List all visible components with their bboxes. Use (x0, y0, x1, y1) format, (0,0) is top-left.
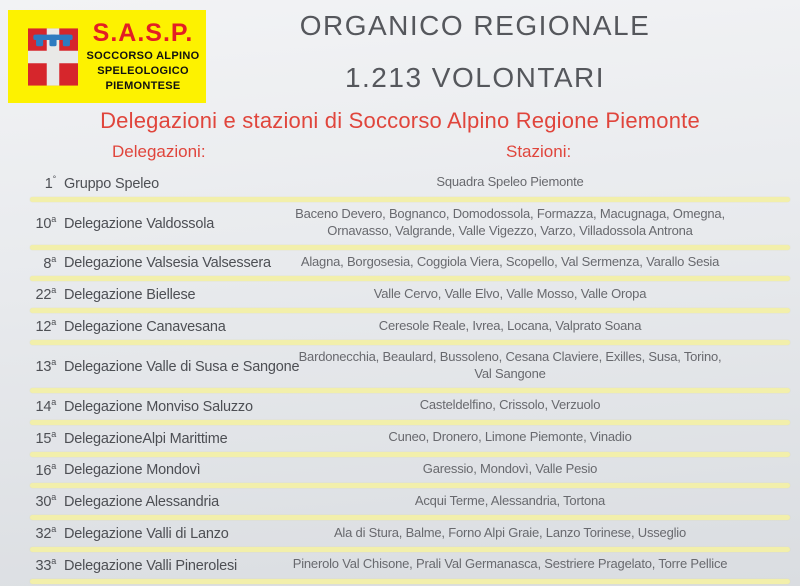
stations-list: Ala di Stura, Balme, Forno Alpi Graie, Lanzo Torinese, Usseglio (333, 524, 687, 540)
sasp-acronym: S.A.S.P. (92, 18, 194, 47)
slide-subtitle: Delegazioni e stazioni di Soccorso Alpino Regione Piemonte (100, 108, 700, 133)
delegation-ordinal: 30$^a$ (35, 492, 56, 511)
delegation-ordinal: 16$^a$ (35, 460, 56, 479)
delegation-name: Delegazione Valli di Lanzo (64, 526, 229, 543)
delegation-ordinal: 8$^a$ (43, 253, 56, 272)
ordinal-suffix: a (51, 357, 56, 368)
table-row (0, 202, 800, 245)
delegation-name: Delegazione Valsesia Valsessera (64, 255, 271, 272)
table-row (0, 552, 800, 579)
ordinal-suffix: a (51, 524, 56, 535)
heading-organico-regionale: ORGANICO REGIONALE (299, 10, 651, 41)
stations-list: Ceresole Reale, Ivrea, Locana, Valprato Soana (378, 317, 642, 333)
slide-headings (150, 12, 800, 116)
ordinal-suffix: ° (52, 174, 56, 184)
delegation-name: Gruppo Speleo (64, 175, 159, 192)
delegations-table (0, 170, 800, 584)
sasp-subtitle-line: SOCCORSO ALPINO (86, 49, 200, 62)
table-row (0, 281, 800, 308)
ordinal-suffix: a (51, 556, 56, 567)
table-row (0, 170, 800, 197)
ordinal-suffix: a (51, 460, 56, 471)
delegation-name: Delegazione Alessandria (64, 494, 220, 511)
stations-list: Acqui Terme, Alessandria, Tortona (414, 492, 606, 508)
delegation-ordinal: 13$^a$ (35, 357, 56, 375)
delegation-ordinal: 10$^a$ (35, 213, 56, 232)
ordinal-suffix: a (51, 285, 56, 296)
stations-list: Alagna, Borgosesia, Coggiola Viera, Scopello, Val Sermenza, Varallo Sesia (300, 254, 720, 270)
piedmont-crest-icon (28, 28, 78, 86)
heading-volontari-count: 1.213 VOLONTARI (344, 62, 606, 93)
table-row (0, 393, 800, 420)
ordinal-suffix: a (51, 213, 56, 224)
column-header-stazioni: Stazioni: (506, 142, 572, 161)
delegation-ordinal: 33$^a$ (35, 556, 56, 574)
stations-list: Cuneo, Dronero, Limone Piemonte, Vinadio (388, 429, 632, 445)
column-headers (0, 142, 800, 166)
delegation-name: Delegazione Valle di Susa e Sangone (64, 358, 300, 375)
delegation-name: Delegazione Canavesana (64, 319, 226, 336)
sasp-subtitle-line: SPELEOLOGICO (97, 64, 189, 77)
delegation-name: Delegazione Valli Pinerolesi (64, 557, 238, 574)
delegation-ordinal: 22$^a$ (35, 285, 56, 304)
sasp-subtitle-line: PIEMONTESE (105, 79, 181, 92)
stations-list: Baceno Devero, Bognanco, Domodossola, Formazza, Macugnaga, Omegna, Ornavasso, Valgrande, Valle Vigezzo, Varzo, Villadossola Antrona (295, 205, 725, 238)
ordinal-suffix: a (51, 317, 56, 328)
table-row (0, 425, 800, 452)
delegation-ordinal: 15$^a$ (35, 428, 56, 447)
stations-list: Garessio, Mondovì, Valle Pesio (422, 461, 598, 476)
delegation-name: Delegazione Biellese (64, 287, 196, 304)
stations-list: Valle Cervo, Valle Elvo, Valle Mosso, Valle Oropa (373, 285, 647, 301)
delegation-ordinal: 1° (44, 174, 56, 192)
stations-list: Casteldelfino, Crissolo, Verzuolo (419, 397, 601, 413)
delegation-name: DelegazioneAlpi Marittime (64, 430, 228, 447)
column-header-delegazioni: Delegazioni: (112, 142, 206, 161)
delegation-ordinal: 32$^a$ (35, 524, 56, 543)
delegation-ordinal: 14$^a$ (35, 396, 56, 415)
delegation-name: Delegazione Monviso Saluzzo (64, 398, 253, 415)
table-row (0, 520, 800, 547)
ordinal-suffix: a (51, 396, 56, 407)
ordinal-suffix: a (51, 428, 56, 439)
table-row (0, 488, 800, 515)
table-row (0, 457, 800, 484)
table-row (0, 313, 800, 340)
row-separator (30, 579, 790, 584)
table-row (0, 250, 800, 277)
table-row (0, 345, 800, 388)
delegation-ordinal: 12$^a$ (35, 317, 56, 336)
ordinal-suffix: a (51, 492, 56, 503)
stations-list: Squadra Speleo Piemonte (436, 174, 584, 190)
stations-list: Pinerolo Val Chisone, Prali Val Germanasca, Sestriere Pragelato, Torre Pellice (292, 556, 728, 572)
delegation-name: Delegazione Mondovì (64, 462, 201, 479)
ordinal-suffix: a (51, 253, 56, 264)
stations-list: Bardonecchia, Beaulard, Bussoleno, Cesana Claviere, Exilles, Susa, Torino, Val Sangone (298, 349, 722, 381)
delegation-name: Delegazione Valdossola (64, 215, 215, 232)
